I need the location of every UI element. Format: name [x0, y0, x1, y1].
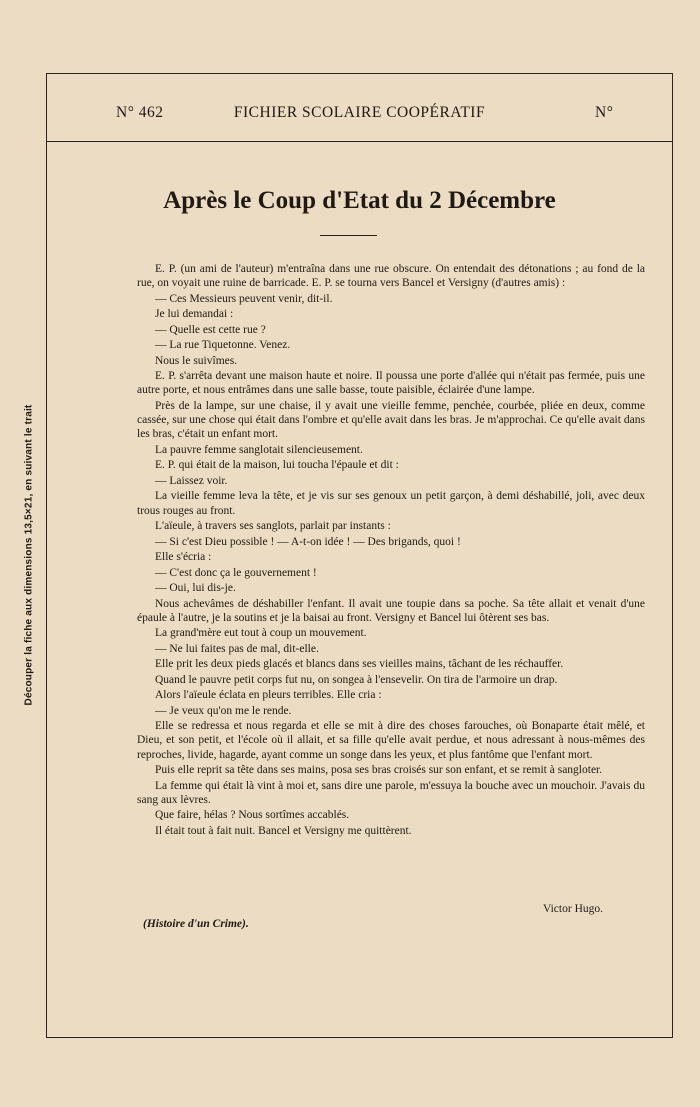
paragraph: Que faire, hélas ? Nous sortîmes accablés.	[155, 809, 350, 822]
paragraph: L'aïeule, à travers ses sanglots, parlait par instants :	[155, 520, 391, 533]
paragraph: La vieille femme leva la tête, et je vis sur ses genoux un petit garçon, à demi déshabillé, joli, avec deux trous rouges au front.	[137, 490, 645, 517]
paragraph: Je lui demandai :	[155, 308, 234, 321]
paragraph: E. P. qui était de la maison, lui toucha l'épaule et dit :	[155, 459, 399, 472]
paragraph: Quand le pauvre petit corps fut nu, on songea à l'ensevelir. On tira de l'armoire un drap.	[155, 673, 558, 686]
paragraph: La femme qui était là vint à moi et, sans dire une parole, m'essuya la bouche avec un mouchoir. J'avais du sang aux lèvres.	[137, 779, 645, 806]
paragraph: — Laissez voir.	[155, 474, 228, 487]
index-card	[46, 73, 673, 1038]
secondary-number: N°	[595, 104, 614, 121]
paragraph: — Quelle est cette rue ?	[155, 323, 266, 336]
card-header	[47, 74, 672, 142]
paragraph: E. P. s'arrêta devant une maison haute et noire. Il poussa une porte d'allée qui n'était pas fermée, puis une autre porte, et nous entrâmes dans une salle basse, toute paisible, éclairée d'une lampe.	[137, 370, 645, 397]
source-citation: (Histoire d'un Crime).	[143, 918, 249, 930]
paragraph: Elle prit les deux pieds glacés et blancs dans ses vieilles mains, tâchant de les réchauffer.	[155, 658, 564, 671]
paragraph: Nous le suivîmes.	[155, 354, 238, 367]
paragraph: E. P. (un ami de l'auteur) m'entraîna dans une rue obscure. On entendait des détonations ; au fond de la rue, on voyait une ruine de barricade. E. P. se tourna vers Bancel et Versigny (d'autres amis) :	[137, 263, 645, 290]
paragraph: Il était tout à fait nuit. Bancel et Versigny me quittèrent.	[155, 824, 412, 837]
paragraph: Elle se redressa et nous regarda et elle se mit à dire des choses farouches, où Bonaparte était mêlé, et Dieu, et son petit, et l'école où il allait, et sa fille qu'elle avait perdue, et nous adressant à nous-mêmes des reproches, livide, hagarde, ayant comme un songe dans les yeux, et plus fantôme que l'enfant mort.	[137, 720, 645, 761]
paragraph: Près de la lampe, sur une chaise, il y avait une vieille femme, penchée, courbée, pliée en deux, comme cassée, sur une chose qui était dans l'ombre et qu'elle avait dans les bras. Je m'approchai. Ce qu'elle avait dans les bras, c'était un enfant mort.	[137, 399, 645, 441]
paragraph: — Oui, lui dis-je.	[155, 582, 236, 595]
story-text	[137, 262, 645, 839]
paragraph: — Je veux qu'on me le rende.	[155, 704, 292, 717]
paragraph: — Ne lui faites pas de mal, dit-elle.	[155, 642, 319, 655]
paragraph: Elle s'écria :	[155, 551, 212, 564]
title-divider	[320, 235, 377, 236]
paragraph: La pauvre femme sanglotait silencieusement.	[155, 443, 363, 456]
author-signature: Victor Hugo.	[543, 903, 603, 915]
paragraph: — Si c'est Dieu possible ! — A-t-on idée ! — Des brigands, quoi !	[155, 535, 461, 548]
series-title: FICHIER SCOLAIRE COOPÉRATIF	[233, 104, 486, 121]
paragraph: — La rue Tiquetonne. Venez.	[155, 339, 291, 352]
document-title: Après le Coup d'Etat du 2 Décembre	[163, 187, 556, 214]
paragraph: — C'est donc ça le gouvernement !	[155, 566, 317, 579]
card-number: N° 462	[116, 104, 164, 121]
paragraph: Puis elle reprit sa tête dans ses mains, posa ses bras croisés sur son enfant, et se remit à sangloter.	[155, 764, 603, 777]
paragraph: Alors l'aïeule éclata en pleurs terribles. Elle cria :	[155, 689, 382, 702]
paragraph: — Ces Messieurs peuvent venir, dit-il.	[155, 292, 333, 305]
cutting-instruction: Découper la fiche aux dimensions 13,5×21, en suivant le trait	[23, 404, 35, 706]
paragraph: Nous achevâmes de déshabiller l'enfant. Il avait une toupie dans sa poche. Sa tête allait et venait d'une épaule à l'autre, je la soutins et je la baisai au front. Versigny et Bancel lui ôtèrent ses bas.	[137, 597, 645, 624]
paragraph: La grand'mère eut tout à coup un mouvement.	[155, 627, 367, 640]
